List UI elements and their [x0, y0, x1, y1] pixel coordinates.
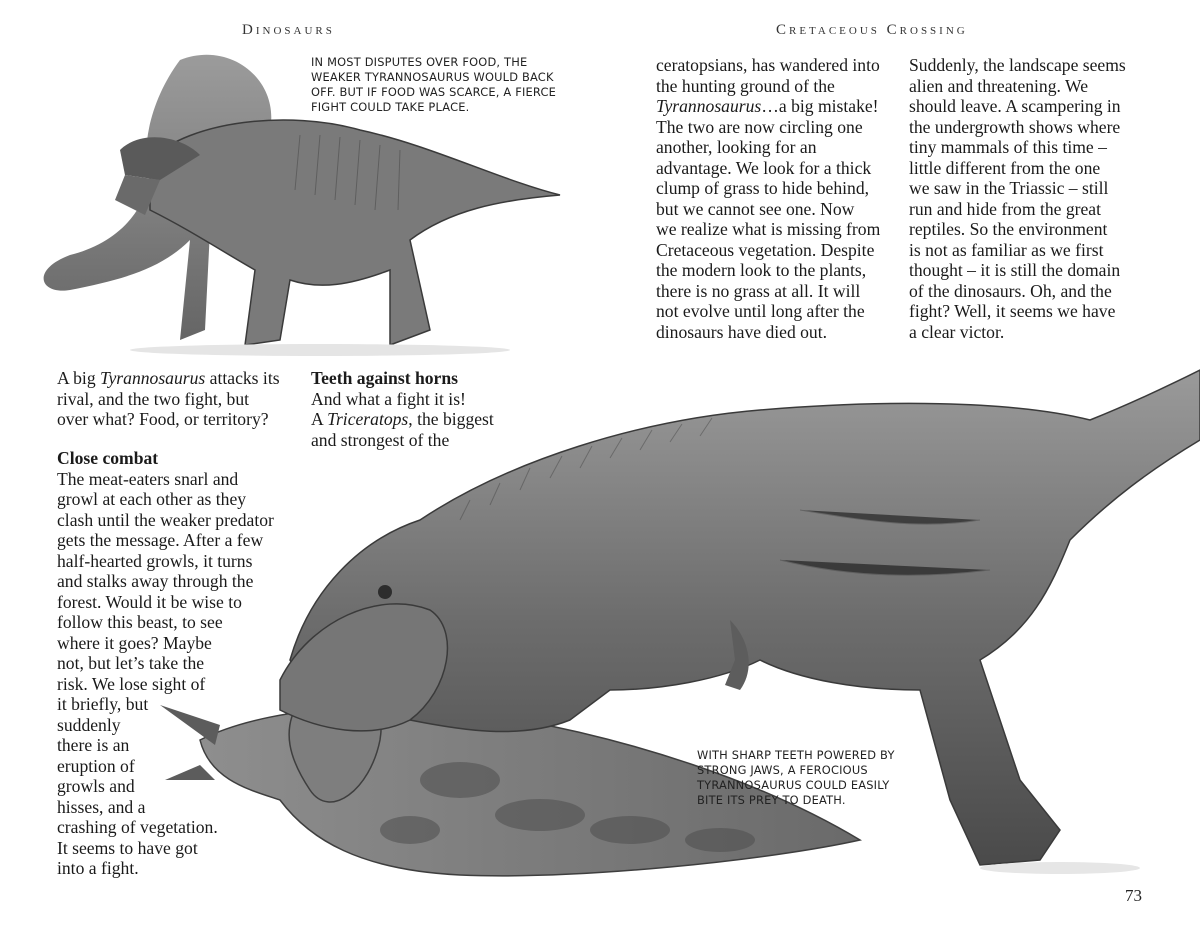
intro-line-3: over what? Food, or territory?: [57, 409, 269, 429]
column-c-line: dinosaurs have died out.: [656, 321, 828, 342]
column-c-line: Cretaceous vegetation. Despite: [656, 239, 875, 260]
teeth-line-3: and strongest of the: [311, 429, 450, 450]
close-combat-line: hisses, and a: [57, 796, 146, 817]
column-c-line-1: ceratopsians, has wandered into: [656, 55, 880, 75]
intro-text: attacks its: [205, 368, 280, 388]
column-d-line: fight? Well, it seems we have: [909, 301, 1116, 321]
close-combat-line: risk. We lose sight of: [57, 673, 206, 694]
intro-species-name: Tyrannosaurus: [100, 368, 206, 388]
close-combat-line: and stalks away through the: [57, 571, 254, 591]
column-d-line: run and hide from the great: [909, 198, 1101, 219]
column-d-line: tiny mammals of this time –: [909, 137, 1107, 157]
close-combat-line: growl at each other as they: [57, 489, 247, 509]
column-c-line: there is no grass at all. It will: [656, 280, 861, 301]
teeth-text: , the biggest: [408, 409, 494, 429]
column-c-line: advantage. We look for a thick: [656, 157, 872, 178]
intro-text: A big: [57, 368, 101, 388]
page-number: 73: [1125, 886, 1142, 905]
close-combat-line: forest. Would it be wise to: [57, 591, 242, 612]
column-d-paragraph: [909, 55, 1149, 342]
close-combat-line: suddenly: [57, 714, 121, 735]
teeth-against-horns-heading: Teeth against horns: [311, 368, 458, 388]
column-d-line: should leave. A scampering in: [909, 96, 1121, 116]
column-c-line-2: the hunting ground of the: [656, 75, 835, 96]
close-combat-line: eruption of: [57, 755, 135, 776]
teeth-line-2: [311, 409, 501, 430]
column-c-line: The two are now circling one: [656, 116, 863, 137]
caption-fighting-tyrannosaurs: IN MOST DISPUTES OVER FOOD, THE WEAKER TYRANNOSAURUS WOULD BACK OFF. BUT IF FOOD WAS SCARCE, A FIERCE FIGHT COULD TAKE PLACE.: [311, 55, 557, 114]
caption-sharp-teeth: WITH SHARP TEETH POWERED BY STRONG JAWS, A FEROCIOUS TYRANNOSAURUS COULD EASILY BITE ITS PREY TO DEATH.: [697, 748, 895, 807]
close-combat-line: half-hearted growls, it turns: [57, 550, 253, 571]
close-combat-section: [57, 448, 297, 879]
close-combat-line: clash until the weaker predator: [57, 509, 274, 530]
column-c-line: the modern look to the plants,: [656, 260, 867, 280]
close-combat-paragraph: [57, 469, 297, 879]
close-combat-line: where it goes? Maybe: [57, 632, 212, 653]
close-combat-line: growls and: [57, 776, 135, 796]
column-c-line: clump of grass to hide behind,: [656, 178, 870, 198]
column-d-line: the undergrowth shows where: [909, 116, 1121, 137]
teeth-text: A: [311, 409, 328, 429]
close-combat-line: The meat-eaters snarl and: [57, 468, 239, 489]
column-d-line: is not as familiar as we first: [909, 239, 1104, 260]
close-combat-heading: Close combat: [57, 448, 159, 468]
teeth-against-horns-section: [311, 368, 501, 450]
column-c-paragraph: [656, 55, 896, 342]
intro-paragraph: [57, 368, 287, 430]
close-combat-line: It seems to have got: [57, 837, 198, 858]
column-c-line: not evolve until long after the: [656, 301, 865, 321]
teeth-species-name: Triceratops: [327, 409, 409, 429]
column-c-species-name: Tyrannosaurus: [656, 96, 762, 116]
column-d-line: of the dinosaurs. Oh, and the: [909, 280, 1112, 301]
intro-line-2: rival, and the two fight, but: [57, 388, 250, 409]
intro-line-1: [57, 368, 287, 389]
column-c-text: …a big mistake!: [761, 96, 879, 116]
column-d-line: reptiles. So the environment: [909, 219, 1108, 239]
running-head-right: Cretaceous Crossing: [776, 22, 968, 38]
column-c-line-3: [656, 96, 896, 117]
column-d-line: thought – it is still the domain: [909, 260, 1121, 280]
close-combat-line: follow this beast, to see: [57, 612, 223, 632]
close-combat-line: it briefly, but: [57, 694, 149, 714]
column-d-line: a clear victor.: [909, 321, 1005, 342]
running-head-left: Dinosaurs: [242, 22, 335, 38]
column-d-lines: [909, 55, 1149, 342]
column-d-line: we saw in the Triassic – still: [909, 178, 1109, 198]
close-combat-line: crashing of vegetation.: [57, 817, 218, 837]
close-combat-line: there is an: [57, 735, 130, 755]
column-d-line: alien and threatening. We: [909, 75, 1089, 96]
column-c-line: another, looking for an: [656, 137, 817, 157]
close-combat-line: not, but let’s take the: [57, 653, 205, 673]
column-d-line: little different from the one: [909, 157, 1101, 178]
teeth-line-1: And what a fight it is!: [311, 388, 466, 409]
column-c-lines: [656, 117, 896, 343]
column-d-line: Suddenly, the landscape seems: [909, 55, 1126, 75]
column-c-line: we realize what is missing from: [656, 219, 881, 239]
close-combat-line: gets the message. After a few: [57, 530, 264, 550]
column-c-line: but we cannot see one. Now: [656, 198, 855, 219]
close-combat-line: into a fight.: [57, 858, 139, 878]
